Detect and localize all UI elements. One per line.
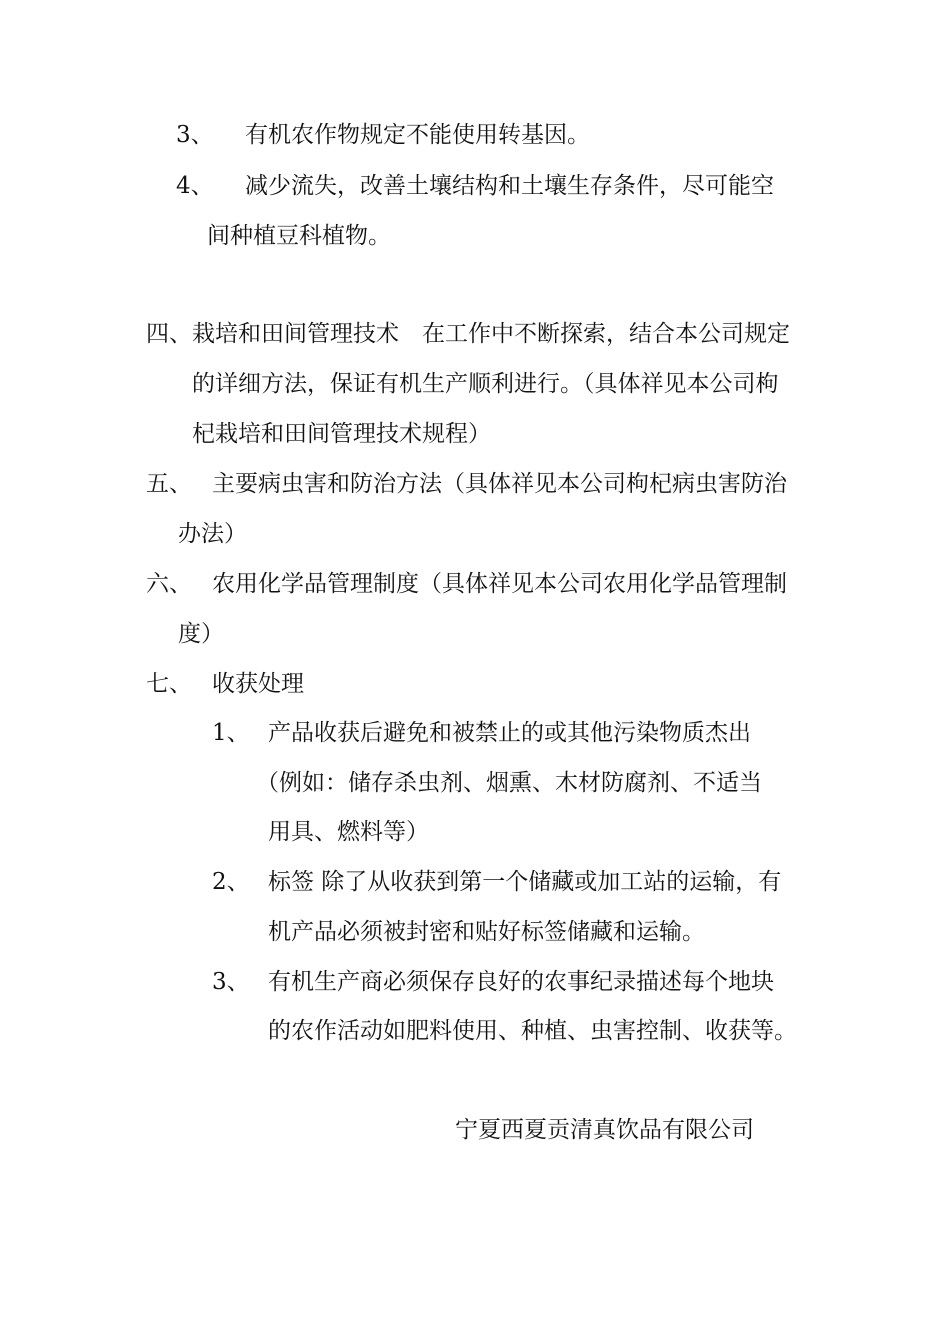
section-heading: 四、栽培和田间管理技术 在工作中不断探索，结合本公司规定	[146, 321, 790, 347]
company-signature: 宁夏西夏贡清真饮品有限公司	[455, 1117, 754, 1143]
paragraph-line: 杞栽培和田间管理技术规程）	[192, 421, 491, 447]
section-number: 六、	[146, 571, 192, 597]
paragraph-line: 度）	[178, 621, 224, 647]
paragraph-line: 有机农作物规定不能使用转基因。	[245, 122, 590, 148]
item-number: 3、	[176, 122, 214, 148]
section-heading: 收获处理	[212, 671, 304, 697]
section-number: 五、	[146, 471, 192, 497]
item-number: 3、	[212, 969, 250, 995]
item-number: 1、	[212, 720, 250, 746]
paragraph-line: 产品收获后避免和被禁止的或其他污染物质杰出	[268, 720, 751, 746]
paragraph-line: 办法）	[178, 521, 247, 547]
section-heading: 农用化学品管理制度（具体祥见本公司农用化学品管理制	[212, 571, 787, 597]
paragraph-line: 用具、燃料等）	[268, 819, 429, 845]
paragraph-line: 间种植豆科植物。	[207, 223, 391, 249]
paragraph-line: （例如：储存杀虫剂、烟熏、木材防腐剂、不适当	[256, 770, 762, 796]
section-number: 七、	[146, 671, 192, 697]
paragraph-line: 的详细方法，保证有机生产顺利进行。（具体祥见本公司枸	[192, 371, 779, 397]
paragraph-line: 的农作活动如肥料使用、种植、虫害控制、收获等。	[268, 1018, 797, 1044]
paragraph-line: 标签 除了从收获到第一个储藏或加工站的运输，有	[268, 869, 782, 895]
section-heading: 主要病虫害和防治方法（具体祥见本公司枸杞病虫害防治	[212, 471, 787, 497]
paragraph-line: 机产品必须被封密和贴好标签储藏和运输。	[268, 919, 705, 945]
paragraph-line: 减少流失，改善土壤结构和土壤生存条件，尽可能空	[245, 173, 774, 199]
paragraph-line: 有机生产商必须保存良好的农事纪录描述每个地块	[268, 969, 774, 995]
item-number: 2、	[212, 869, 250, 895]
item-number: 4、	[176, 173, 214, 199]
